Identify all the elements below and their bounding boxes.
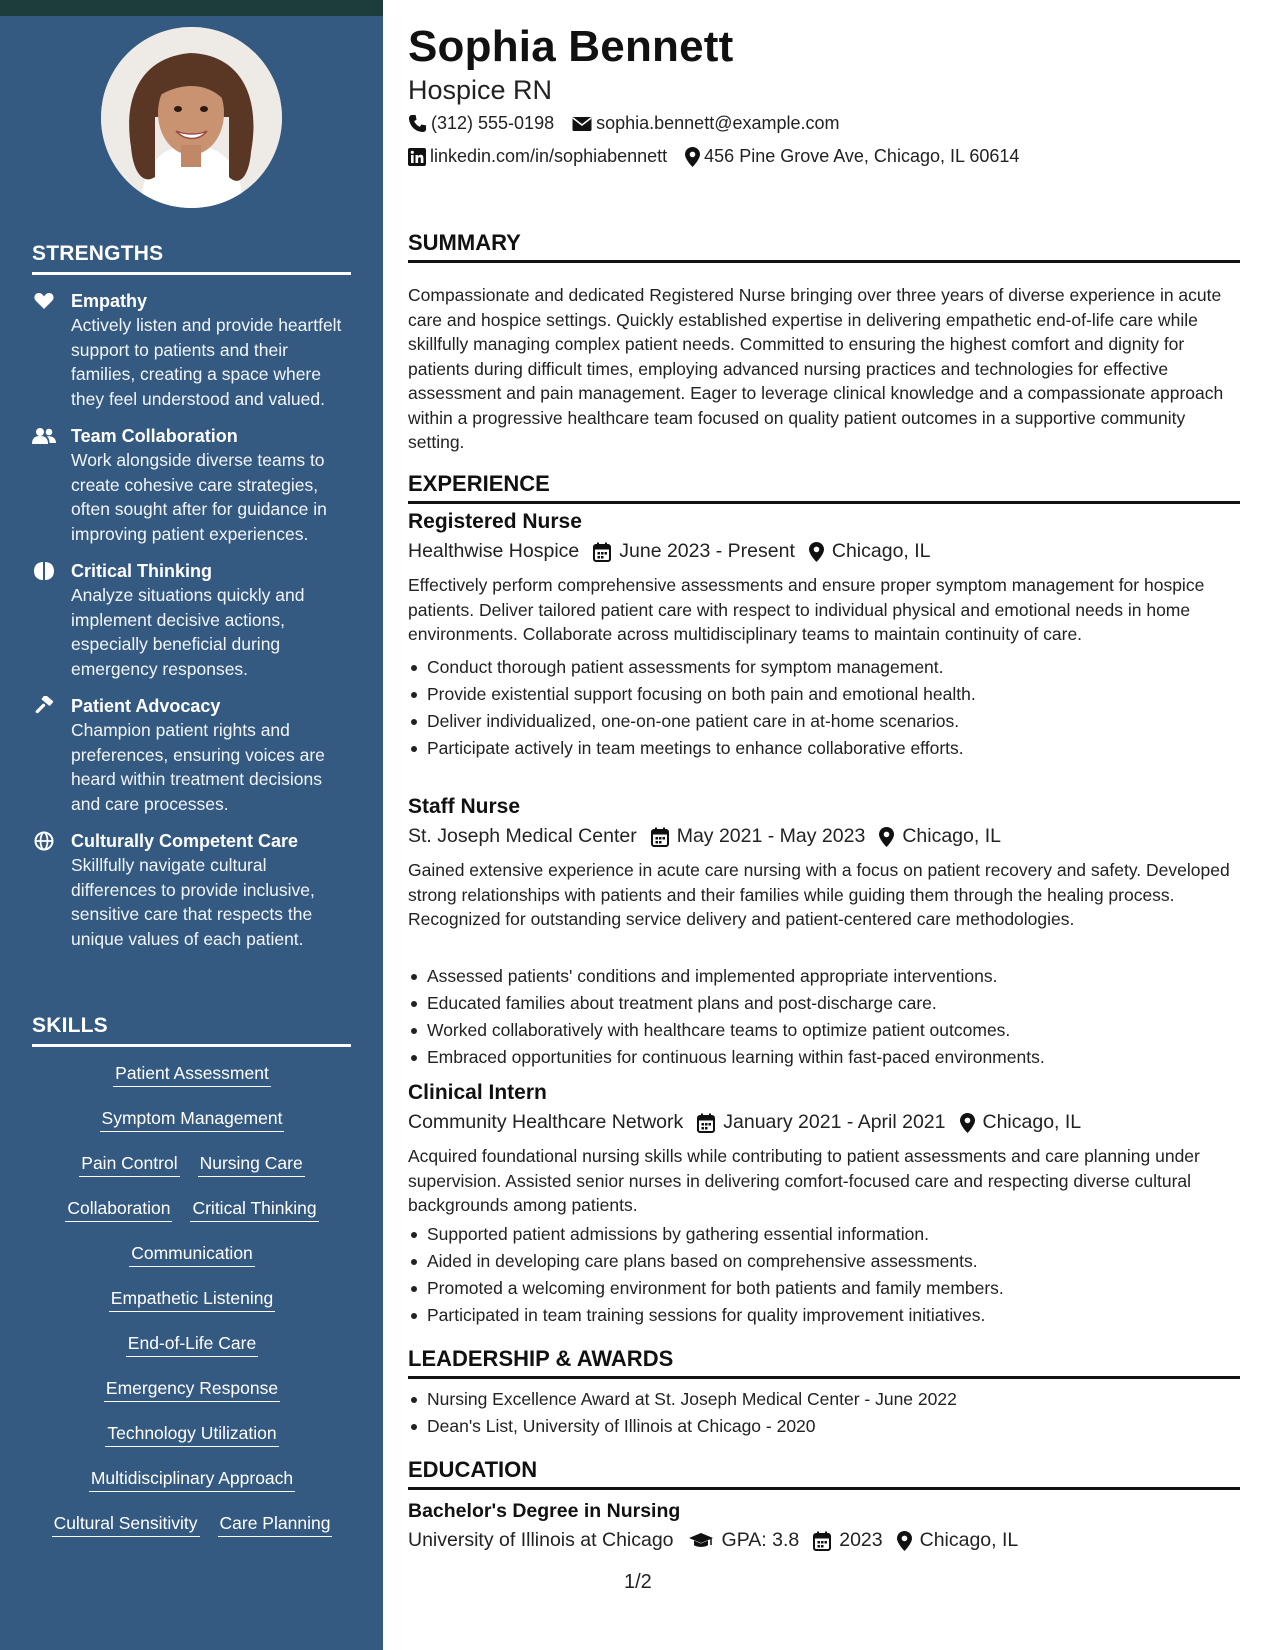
map-pin-icon [879, 827, 894, 847]
strengths-list [32, 289, 354, 964]
strength-item-patient-advocacy [32, 694, 354, 816]
phone-text: (312) 555-0198 [431, 113, 555, 133]
sidebar [0, 0, 383, 1650]
summary-heading: SUMMARY [408, 230, 1240, 263]
strength-item-team-collaboration [32, 424, 354, 546]
job-bullets [408, 654, 1240, 762]
globe-icon [32, 831, 56, 851]
gpa-text: GPA: 3.8 [721, 1529, 800, 1551]
job-description: Acquired foundational nursing skills while contributing to patient assessments and care planning under supervision. Assisted senior nurses in delivering comfort-focused care and respecting diverse cultural backgrounds among patients. [408, 1146, 1200, 1215]
strengths-heading: STRENGTHS [32, 242, 351, 275]
gavel-icon [32, 696, 56, 716]
job-dates [651, 825, 866, 848]
job-location [879, 825, 1001, 848]
education-heading: EDUCATION [408, 1457, 1240, 1490]
job-company [408, 825, 637, 848]
strength-title: Critical Thinking [71, 561, 213, 581]
job-meta [408, 540, 945, 563]
education-gpa [688, 1529, 800, 1552]
skills-row [32, 1377, 352, 1402]
bullet-item: Assessed patients' conditions and implemented appropriate interventions. [408, 963, 1240, 990]
map-pin-icon [685, 147, 700, 167]
envelope-icon [572, 116, 592, 132]
users-icon [32, 426, 56, 446]
calendar-icon [593, 542, 611, 562]
bullet-item: Educated families about treatment plans and post-discharge care. [408, 990, 1240, 1017]
job-description: Gained extensive experience in acute care nursing with a focus on patient recovery and safety. Developed strong relationships with patients and their families while guiding them through the healing process. Recognized for outstanding service delivery and patient-centered care methodologies. [408, 860, 1230, 929]
strength-title: Team Collaboration [71, 426, 238, 446]
bullet-item: Supported patient admissions by gathering essential information. [408, 1221, 1240, 1248]
strength-title: Patient Advocacy [71, 696, 221, 716]
experience-heading: EXPERIENCE [408, 471, 1240, 504]
education-school [408, 1529, 674, 1552]
job-bullets [408, 1221, 1240, 1329]
map-pin-icon [960, 1113, 975, 1133]
skill-tag: Symptom Management [100, 1107, 285, 1132]
page-number: 1/2 [624, 1571, 652, 1593]
job-location [809, 540, 931, 563]
job-bullets [408, 963, 1240, 1071]
address-text: 456 Pine Grove Ave, Chicago, IL 60614 [704, 146, 1020, 166]
dates-text: January 2021 - April 2021 [723, 1111, 946, 1133]
company-text: Community Healthcare Network [408, 1111, 684, 1133]
education-location [897, 1529, 1019, 1552]
strength-item-culturally-competent-care [32, 829, 354, 951]
linkedin-icon [408, 148, 426, 166]
bullet-item: Participated in team training sessions for quality improvement initiatives. [408, 1302, 1240, 1329]
skill-tag: Emergency Response [104, 1377, 280, 1402]
job-description: Effectively perform comprehensive assessments and ensure proper symptom management for hospice patients. Deliver tailored patient care with respect to individual physical and emotional needs in home environments. Collaborate across multidisciplinary teams to maintain continuity of care. [408, 575, 1205, 644]
skill-tag: Technology Utilization [105, 1422, 278, 1447]
award-item: Nursing Excellence Award at St. Joseph Medical Center - June 2022 [408, 1386, 1240, 1413]
strength-desc: Analyze situations quickly and implement decisive actions, especially beneficial during emergency responses. [71, 585, 305, 679]
dates-text: June 2023 - Present [619, 540, 795, 562]
year-text: 2023 [839, 1529, 883, 1551]
job-title: Staff Nurse [408, 795, 521, 818]
sidebar-top-bar [0, 0, 383, 16]
skill-tag: Pain Control [79, 1152, 179, 1177]
strength-title: Culturally Competent Care [71, 831, 299, 851]
contact-row [408, 113, 858, 134]
job-title: Clinical Intern [408, 1081, 547, 1104]
awards-heading: LEADERSHIP & AWARDS [408, 1346, 1240, 1379]
job-company [408, 540, 579, 563]
graduation-cap-icon [688, 1532, 714, 1550]
skills-row [32, 1152, 352, 1177]
heart-icon [32, 291, 56, 311]
location-text: Chicago, IL [831, 540, 931, 562]
phone-icon [408, 114, 427, 133]
address-contact [685, 146, 1019, 167]
location-text: Chicago, IL [902, 825, 1001, 847]
bullet-item: Provide existential support focusing on both pain and emotional health. [408, 681, 1240, 708]
skills-list [32, 1062, 352, 1537]
skills-row [32, 1422, 352, 1447]
strength-title: Empathy [71, 291, 148, 311]
summary-text: Compassionate and dedicated Registered Nurse bringing over three years of diverse experience in acute care and hospice settings. Quickly established expertise in delivering empathetic end-of-life care while skillfully managing complex patient needs. Committed to ensuring the highest comfort and dignity for patients during difficult times, employing advanced nursing practices and technologies for effective assessment and pain management. Eager to leverage clinical knowledge and a compassionate approach within a progressive healthcare team focused on quality patient outcomes in a supportive community setting. [408, 285, 1224, 452]
job-meta [408, 1111, 1095, 1134]
education-meta [408, 1529, 1032, 1552]
brain-icon [32, 561, 56, 581]
dates-text: May 2021 - May 2023 [676, 825, 866, 847]
education-year [813, 1529, 882, 1552]
bullet-item: Participate actively in team meetings to enhance collaborative efforts. [408, 735, 1240, 762]
phone-contact [408, 113, 554, 134]
skill-tag: Critical Thinking [190, 1197, 318, 1222]
skill-tag: Communication [129, 1242, 255, 1267]
school-text: University of Illinois at Chicago [408, 1529, 674, 1551]
education-degree: Bachelor's Degree in Nursing [408, 1500, 681, 1522]
bullet-item: Worked collaboratively with healthcare teams to optimize patient outcomes. [408, 1017, 1240, 1044]
skills-row [32, 1512, 352, 1537]
strength-desc: Actively listen and provide heartfelt support to patients and their families, creating a space where they feel understood and valued. [71, 315, 342, 409]
company-text: Healthwise Hospice [408, 540, 580, 562]
skills-row [32, 1062, 352, 1087]
skill-tag: Collaboration [65, 1197, 172, 1222]
skills-heading: SKILLS [32, 1014, 351, 1047]
awards-list [408, 1386, 1240, 1440]
skills-row [32, 1197, 352, 1222]
candidate-role: Hospice RN [408, 75, 553, 105]
calendar-icon [651, 827, 669, 847]
bullet-item: Conduct thorough patient assessments for symptom management. [408, 654, 1240, 681]
strength-desc: Skillfully navigate cultural differences to provide inclusive, sensitive care that respects the unique values of each patient. [71, 855, 315, 949]
location-text: Chicago, IL [982, 1111, 1082, 1133]
linkedin-text[interactable]: linkedin.com/in/sophiabennett [430, 146, 668, 166]
contact-row [408, 146, 1037, 167]
bullet-item: Embraced opportunities for continuous learning within fast-paced environments. [408, 1044, 1240, 1071]
strength-desc: Work alongside diverse teams to create cohesive care strategies, often sought after for guidance in improving patient experiences. [71, 450, 327, 544]
skills-row [32, 1242, 352, 1267]
location-text: Chicago, IL [919, 1529, 1019, 1551]
strength-desc: Champion patient rights and preferences, ensuring voices are heard within treatment decisions and care processes. [71, 720, 325, 814]
job-dates [593, 540, 795, 563]
job-dates [697, 1111, 945, 1134]
map-pin-icon [809, 542, 824, 562]
company-text: St. Joseph Medical Center [408, 825, 637, 847]
job-location [960, 1111, 1082, 1134]
calendar-icon [697, 1113, 715, 1133]
bullet-item: Promoted a welcoming environment for both patients and family members. [408, 1275, 1240, 1302]
map-pin-icon [897, 1531, 912, 1551]
skills-row [32, 1107, 352, 1132]
skill-tag: Empathetic Listening [109, 1287, 275, 1312]
award-item: Dean's List, University of Illinois at Chicago - 2020 [408, 1413, 1240, 1440]
candidate-name: Sophia Bennett [408, 22, 734, 71]
job-title: Registered Nurse [408, 510, 582, 533]
email-text[interactable]: sophia.bennett@example.com [596, 113, 840, 133]
skill-tag: Care Planning [218, 1512, 333, 1537]
skill-tag: End-of-Life Care [126, 1332, 258, 1357]
avatar [101, 27, 282, 208]
strength-item-empathy [32, 289, 354, 411]
skills-row [32, 1467, 352, 1492]
skill-tag: Cultural Sensitivity [52, 1512, 200, 1537]
email-contact[interactable] [572, 113, 839, 134]
skills-row [32, 1332, 352, 1357]
skills-row [32, 1287, 352, 1312]
skill-tag: Patient Assessment [113, 1062, 271, 1087]
calendar-icon [813, 1531, 831, 1551]
strength-item-critical-thinking [32, 559, 354, 681]
job-company [408, 1111, 683, 1134]
skill-tag: Multidisciplinary Approach [89, 1467, 295, 1492]
bullet-item: Aided in developing care plans based on comprehensive assessments. [408, 1248, 1240, 1275]
linkedin-contact[interactable] [408, 146, 667, 167]
skill-tag: Nursing Care [198, 1152, 305, 1177]
bullet-item: Deliver individualized, one-on-one patient care in at-home scenarios. [408, 708, 1240, 735]
job-meta [408, 825, 1015, 848]
